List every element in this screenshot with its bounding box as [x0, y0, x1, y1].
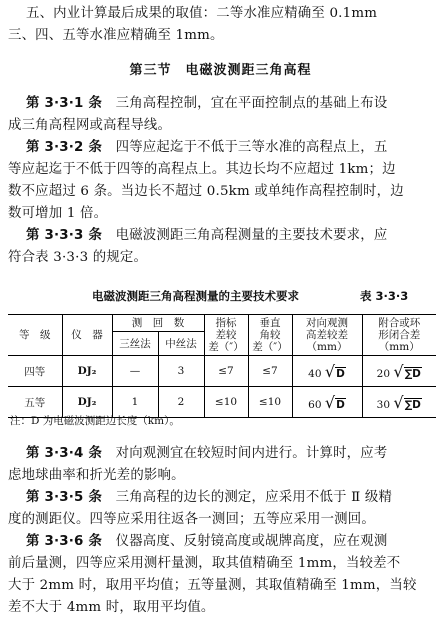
- cell-index-diff: ≤7: [204, 356, 248, 387]
- header-height-diff-l2: 高差较差: [306, 329, 348, 341]
- header-instrument: 仪 器: [62, 315, 112, 356]
- cell-instrument: DJ₂: [62, 387, 112, 418]
- sqrt-content: D: [336, 398, 345, 411]
- clause-number: 第 3·3·2 条: [26, 140, 103, 155]
- intro-line-1: 五、内业计算最后成果的取值：二等水准应精确至 0.1mm: [26, 6, 378, 21]
- header-vertical-diff: [248, 315, 292, 356]
- header-vertical-diff-l1: 垂直: [259, 317, 281, 329]
- clause-3-3-6-line-2: 前后量测，四等应采用测杆量测，取其值精确至 1mm，当较差不: [8, 556, 401, 571]
- header-index-diff-l2: 差较: [215, 329, 237, 341]
- clause-3-3-1-line-2: 成三角高程网或高程导线。: [8, 118, 172, 133]
- sqrt-content: ∑D: [404, 367, 421, 380]
- header-index-diff: [204, 315, 248, 356]
- table-number: 表 3·3·3: [360, 289, 409, 303]
- cell-three-wire: 1: [112, 387, 158, 418]
- cell-height-diff: [292, 387, 362, 418]
- intro-line-2: 三、四、五等水准应精确至 1mm。: [8, 28, 224, 43]
- clause-text: 三角高程的边长的测定，应采用不低于 Ⅱ 级精: [102, 490, 393, 505]
- clause-number: 第 3·3·5 条: [26, 490, 103, 505]
- cell-height-diff: [292, 356, 362, 387]
- clause-text: 四等应起迄于不低于三等水准的高程点上，五: [102, 140, 388, 155]
- header-vertical-diff-l3: 差（″）: [252, 341, 288, 353]
- header-vertical-diff-l2: 角较: [259, 329, 281, 341]
- header-height-diff: [292, 315, 362, 356]
- clause-3-3-5-line-2: 度的测距仪。四等应采用往返各一测回；五等应采用一测回。: [8, 512, 375, 527]
- cell-grade: 四等: [8, 356, 62, 387]
- table-note: 注：D 为电磁波测距边长度（km）。: [10, 415, 180, 427]
- sqrt-symbol: √D: [324, 361, 345, 381]
- clause-3-3-1-line-1: [26, 92, 435, 111]
- header-closure-l2: 形闭合差: [378, 329, 421, 341]
- clause-number: 第 3·3·4 条: [26, 446, 103, 461]
- sqrt-symbol: √D: [324, 392, 345, 412]
- cell-grade: 五等: [8, 387, 62, 418]
- cell-three-wire: —: [112, 356, 158, 387]
- cell-closure: [362, 387, 436, 418]
- clause-3-3-2-line-3: 数不应超过 6 条。当边长不超过 0.5km 或单纯作高程控制时，边: [8, 184, 404, 199]
- height-coef: 40: [308, 367, 322, 380]
- clause-3-3-3-line-1: [26, 224, 435, 243]
- clause-3-3-3-line-2: 符合表 3·3·3 的规定。: [8, 250, 148, 265]
- clause-3-3-6-line-3: 大于 2mm 时，取用平均值；五等量测，其取值精确至 1mm，当较: [8, 578, 417, 593]
- sqrt-symbol: √∑D: [393, 361, 421, 381]
- clause-text: 对向观测宜在较短时间内进行。计算时，应考: [102, 446, 388, 461]
- sqrt-content: D: [336, 367, 345, 380]
- header-height-diff-l1: 对向观测: [306, 317, 348, 329]
- header-closure-l1: 附合或环: [378, 317, 421, 329]
- cell-index-diff: ≤10: [204, 387, 248, 418]
- table-row: [8, 356, 436, 387]
- cell-vertical-diff: ≤7: [248, 356, 292, 387]
- closure-coef: 30: [376, 398, 391, 411]
- header-index-diff-l1: 指标: [215, 317, 237, 329]
- header-grade: 等 级: [8, 315, 62, 356]
- height-coef: 60: [308, 398, 322, 411]
- header-middle-wire: 中丝法: [158, 332, 204, 356]
- clause-3-3-5-line-1: [26, 486, 435, 505]
- cell-middle-wire: 3: [158, 356, 204, 387]
- clause-text: 三角高程控制，宜在平面控制点的基础上布设: [102, 96, 388, 111]
- header-closure: [362, 315, 436, 356]
- clause-3-3-6-line-4: 差不大于 4mm 时，取用平均值。: [8, 600, 215, 615]
- header-height-diff-l3: （mm）: [306, 341, 348, 353]
- technical-requirements-table: [8, 314, 436, 418]
- header-index-diff-l3: 差（″）: [208, 341, 244, 353]
- sqrt-symbol: √∑D: [393, 392, 421, 412]
- header-closure-l3: （mm）: [378, 341, 420, 353]
- clause-text: 电磁波测距三角高程测量的主要技术要求，应: [102, 228, 388, 243]
- clause-number: 第 3·3·1 条: [26, 96, 103, 111]
- cell-vertical-diff: ≤10: [248, 387, 292, 418]
- clause-3-3-6-line-1: [26, 530, 435, 549]
- header-three-wire: 三丝法: [112, 332, 158, 356]
- clause-3-3-2-line-2: 等应起迄于不低于四等的高程点上。其边长均不应超过 1km；边: [8, 162, 396, 177]
- sqrt-content: ∑D: [404, 398, 421, 411]
- cell-closure: [362, 356, 436, 387]
- clause-text: 仪器高度、反射镜高度或觇牌高度，应在观测: [102, 534, 388, 549]
- cell-middle-wire: 2: [158, 387, 204, 418]
- clause-3-3-4-line-1: [26, 442, 435, 461]
- clause-number: 第 3·3·3 条: [26, 228, 103, 243]
- section-title: 第三节 电磁波测距三角高程: [129, 63, 312, 78]
- cell-instrument: DJ₂: [62, 356, 112, 387]
- clause-3-3-2-line-1: [26, 136, 435, 155]
- clause-3-3-2-line-4: 数可增加 1 倍。: [8, 206, 108, 221]
- header-rounds: 测 回 数: [112, 315, 204, 332]
- clause-3-3-4-line-2: 虑地球曲率和折光差的影响。: [8, 468, 185, 483]
- closure-coef: 20: [376, 367, 391, 380]
- clause-number: 第 3·3·6 条: [26, 534, 103, 549]
- table-title: 电磁波测距三角高程测量的主要技术要求: [92, 289, 299, 303]
